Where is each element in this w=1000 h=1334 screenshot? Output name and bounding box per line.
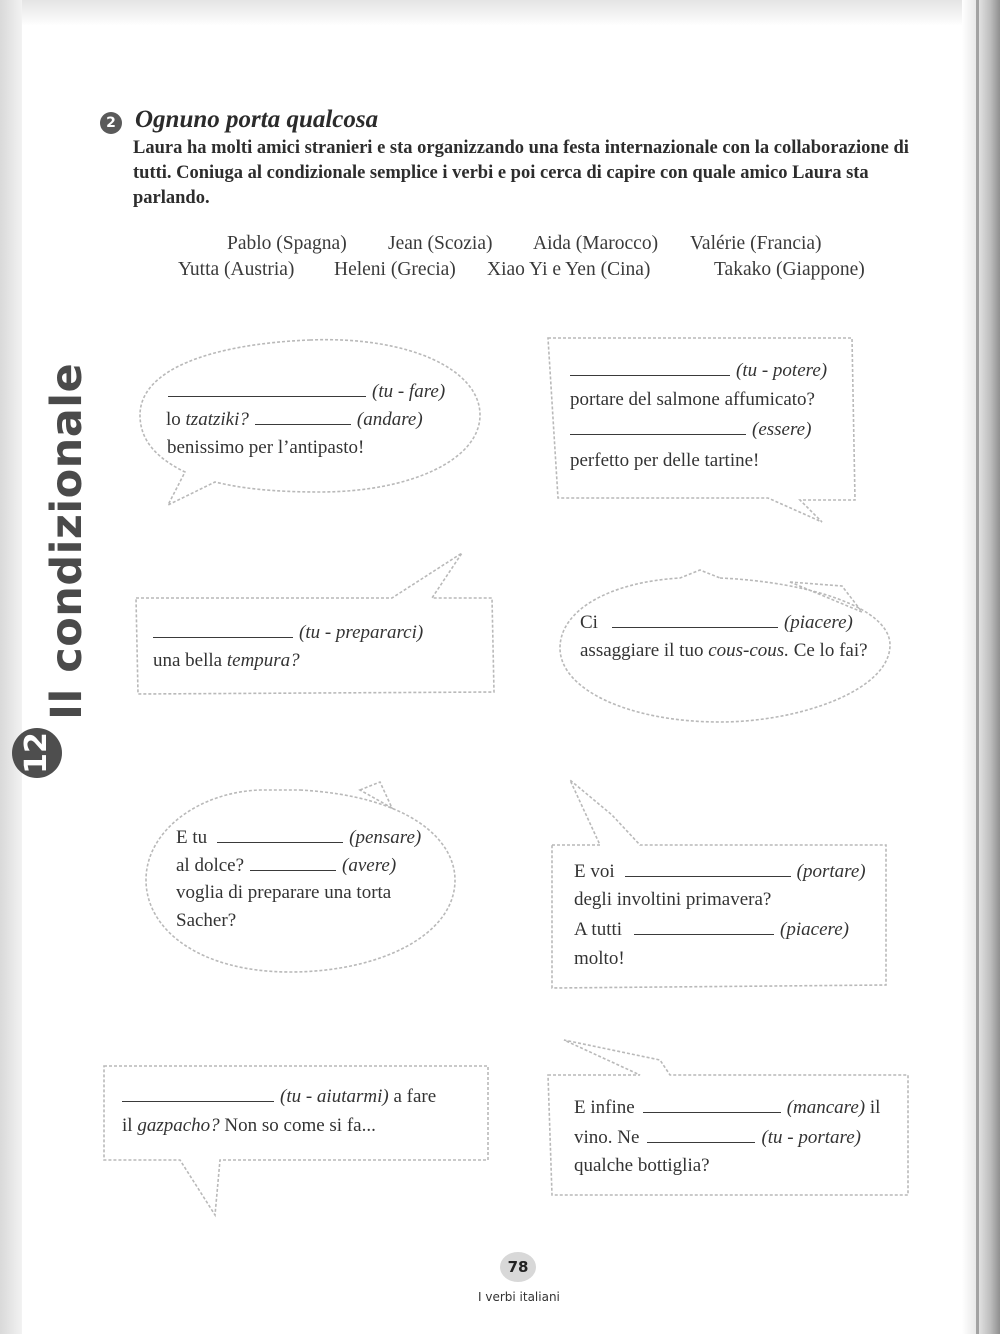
- bubble-word: cous-cous.: [708, 640, 789, 661]
- bubble-text: il: [122, 1115, 133, 1136]
- verb-hint: (tu - prepararci): [299, 622, 424, 643]
- exercise-title: Ognuno porta qualcosa: [135, 106, 379, 133]
- bubble-text: vino. Ne: [574, 1127, 640, 1148]
- friend-name: Heleni (Grecia): [334, 259, 456, 280]
- bubble-word: tzatziki?: [185, 409, 249, 430]
- answer-blank[interactable]: [255, 406, 351, 425]
- answer-blank[interactable]: [634, 916, 774, 935]
- verb-hint: (avere): [342, 855, 397, 876]
- answer-blank[interactable]: [647, 1124, 755, 1143]
- friend-name: Pablo (Spagna): [227, 233, 347, 254]
- bubble-text: portare del salmone affumicato?: [570, 389, 815, 410]
- friend-name: Yutta (Austria): [178, 259, 295, 280]
- chapter-title: Il condizionale: [42, 362, 92, 720]
- verb-hint: (portare): [796, 861, 866, 882]
- bubble-text: assaggiare il tuo: [580, 640, 704, 661]
- verb-hint: (piacere): [780, 919, 849, 940]
- verb-hint: (tu - aiutarmi): [280, 1086, 389, 1107]
- bubble-text: lo: [166, 409, 181, 430]
- bubble-text: perfetto per delle tartine!: [570, 450, 760, 471]
- bubble-word: tempura?: [226, 650, 300, 671]
- bubble-text: E tu: [176, 827, 208, 848]
- answer-blank[interactable]: [153, 619, 293, 638]
- bubble-text: Non so come si fa...: [224, 1115, 376, 1136]
- book-title: I verbi italiani: [478, 1290, 560, 1304]
- bubble-text: E voi: [574, 861, 615, 882]
- bubble-text: Ce lo fai?: [793, 640, 868, 661]
- answer-blank[interactable]: [643, 1094, 781, 1113]
- answer-blank[interactable]: [122, 1083, 274, 1102]
- bubble-text: degli involtini primavera?: [574, 889, 772, 910]
- bubble-text: al dolce?: [176, 855, 245, 876]
- answer-blank[interactable]: [217, 824, 343, 843]
- answer-blank[interactable]: [612, 609, 778, 628]
- verb-hint: (tu - potere): [736, 360, 828, 381]
- answer-blank[interactable]: [570, 357, 730, 376]
- answer-blank[interactable]: [250, 852, 336, 871]
- bubble-text: A tutti: [574, 919, 623, 940]
- bubble-text: Ci: [580, 612, 598, 633]
- exercise-number-badge: 2: [100, 112, 122, 134]
- bubble-text: benissimo per l’antipasto!: [167, 437, 365, 458]
- friend-name: Valérie (Francia): [690, 233, 822, 254]
- answer-blank[interactable]: [168, 378, 366, 397]
- bubble-text: molto!: [574, 948, 625, 969]
- bubble-text: a fare: [393, 1086, 437, 1107]
- bubble-text: una bella: [153, 650, 223, 671]
- bubble-text: voglia di preparare una torta: [176, 882, 392, 903]
- verb-hint: (pensare): [349, 827, 422, 848]
- bubble-text: E infine: [574, 1097, 635, 1118]
- page-number: 78: [500, 1252, 536, 1282]
- answer-blank[interactable]: [625, 858, 791, 877]
- answer-blank[interactable]: [570, 416, 746, 435]
- bubble-text: il: [869, 1097, 881, 1118]
- verb-hint: (essere): [752, 419, 812, 440]
- friend-name: Jean (Scozia): [388, 233, 493, 254]
- verb-hint: (mancare): [786, 1097, 866, 1118]
- chapter-number-badge: 12: [12, 728, 62, 778]
- friend-name: Aida (Marocco): [533, 233, 659, 254]
- verb-hint: (tu - fare): [372, 381, 446, 402]
- friend-name: Takako (Giappone): [714, 259, 865, 280]
- verb-hint: (tu - portare): [761, 1127, 861, 1148]
- friend-name: Xiao Yi e Yen (Cina): [487, 259, 651, 280]
- bubble-text: qualche bottiglia?: [574, 1155, 710, 1176]
- bubble-word: gazpacho?: [137, 1115, 220, 1136]
- bubble-text: Sacher?: [176, 910, 237, 931]
- exercise-instructions: Laura ha molti amici stranieri e sta organizzando una festa internazionale con la collaborazione di tutti. Coniuga al condizionale semplice i verbi e poi cerca di capire con quale amico Laura sta parlando.: [133, 138, 909, 208]
- verb-hint: (andare): [356, 409, 423, 430]
- verb-hint: (piacere): [783, 612, 853, 633]
